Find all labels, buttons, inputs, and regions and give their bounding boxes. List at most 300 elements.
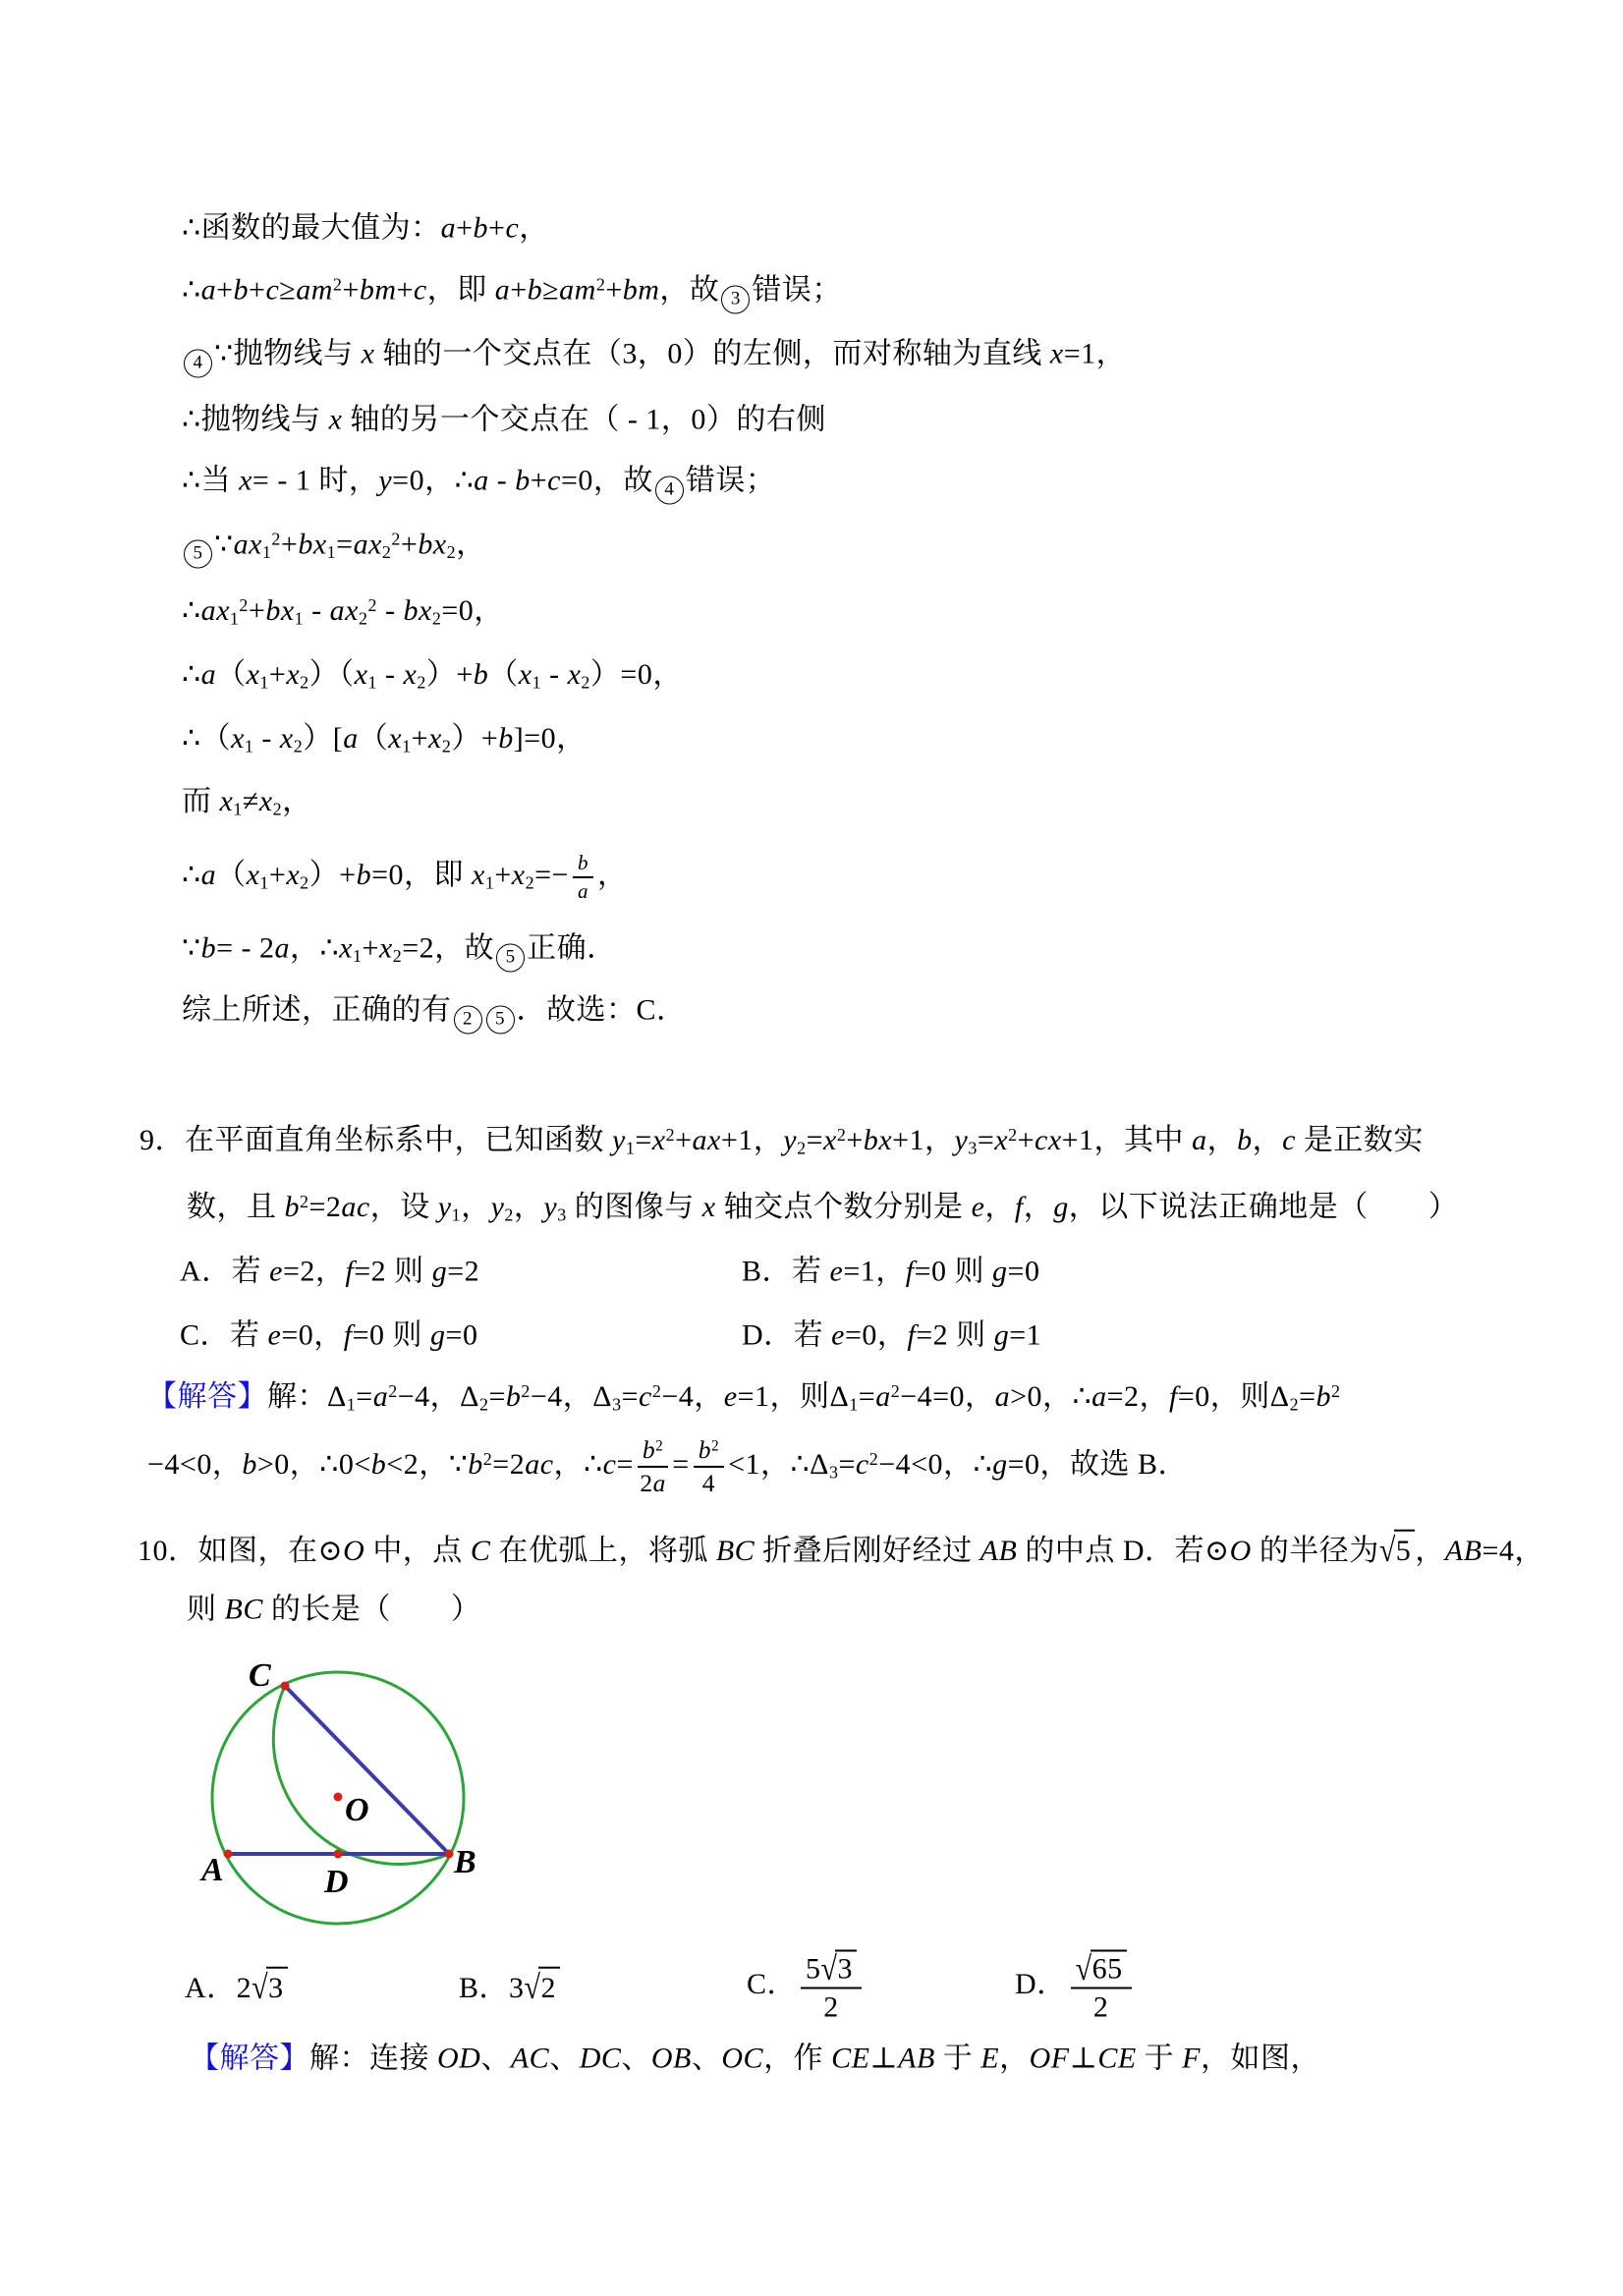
text-segment: c [547, 464, 561, 497]
circled-number: 5 [486, 1006, 515, 1035]
text-segment: x [246, 858, 260, 891]
fraction [1071, 1950, 1132, 2024]
text-segment: 2 [392, 946, 403, 966]
text-segment: x [354, 658, 368, 691]
text-segment: CE [1097, 2042, 1137, 2075]
q9-option-c [180, 1316, 477, 1354]
text-segment: + [400, 528, 419, 561]
text-segment: y [490, 1191, 505, 1223]
text-segment: ∴ [182, 594, 201, 627]
text-segment: AC [510, 2042, 550, 2075]
text-segment: ac [525, 1447, 554, 1481]
text-segment: OF [1029, 2042, 1070, 2075]
text-segment: cx [1035, 1124, 1062, 1156]
circled-number: 4 [655, 476, 684, 505]
text-segment: =4， [1482, 1534, 1544, 1567]
text-segment: = [356, 1380, 373, 1413]
text-segment: 则 [187, 1593, 225, 1626]
text-segment: 2 [271, 529, 281, 549]
text-segment: ax [329, 594, 359, 627]
sol8-line-12 [182, 930, 617, 973]
text-segment: （ [358, 722, 389, 755]
text-segment: + [280, 528, 299, 561]
text-segment: b [473, 658, 489, 691]
text-segment: g [430, 1318, 446, 1352]
text-segment: ，作 [763, 2042, 832, 2075]
text-segment: bx [418, 528, 447, 561]
text-segment: - [377, 658, 404, 691]
text-segment: + [456, 211, 474, 245]
text-segment: −4， [661, 1380, 724, 1413]
text-segment: ， [461, 1191, 491, 1223]
text-segment: 轴的另一个交点在（ - 1，0）的右侧 [342, 403, 826, 436]
text-segment: ∴ [182, 858, 201, 891]
text-segment: bm [359, 273, 397, 307]
text-segment: 2 [446, 542, 457, 562]
text-segment: c [639, 1380, 652, 1413]
text-segment: 2 [1008, 1125, 1018, 1145]
text-segment: ， [1252, 1124, 1283, 1156]
text-segment: ax [233, 528, 262, 561]
text-segment: 3 [612, 1394, 622, 1415]
text-segment: 2 [293, 736, 304, 756]
text-segment: AB [898, 2042, 935, 2075]
fraction [573, 852, 593, 903]
text-segment: A．若 [180, 1255, 270, 1288]
text-segment: 2 [504, 1204, 514, 1225]
text-segment: + [488, 211, 506, 245]
text-segment: 1 [261, 542, 272, 562]
point-B [445, 1850, 454, 1859]
folded-arc-BDC [273, 1686, 449, 1864]
text-segment: x [567, 658, 582, 691]
circled-number: 5 [184, 540, 212, 569]
text-segment: + [396, 273, 414, 307]
text-segment: b [200, 931, 217, 965]
text-segment: 2 [332, 274, 343, 295]
text-segment: = [635, 1124, 652, 1156]
point-A [224, 1850, 233, 1859]
text-segment: D． [1015, 1967, 1067, 2000]
text-segment: 2 [478, 1394, 489, 1415]
sol8-line-7 [182, 592, 504, 630]
text-segment: ∴函数的最大值为： [182, 211, 441, 245]
text-segment: >0，∴ [1010, 1380, 1092, 1413]
text-segment: b [473, 211, 489, 245]
text-segment: a [577, 879, 588, 903]
text-segment: 1 [229, 608, 240, 629]
text-segment: 1 [259, 672, 269, 693]
text-segment: 折叠后刚好经过 [755, 1534, 980, 1567]
text-segment: D．若 [742, 1318, 832, 1352]
text-segment: ，以下说法正确地是（ ） [1068, 1191, 1459, 1223]
text-segment: +1，其中 [1061, 1124, 1193, 1156]
radical: √3 [821, 1950, 857, 1986]
text-segment: BC [224, 1593, 263, 1626]
text-segment: ，∴ [553, 1447, 603, 1481]
text-segment: = [858, 1380, 876, 1413]
text-segment: 2 [367, 595, 377, 615]
text-segment: BC [715, 1534, 756, 1567]
text-segment: （ [216, 658, 247, 691]
text-segment: + [675, 1124, 693, 1156]
q10-stem-line-1 [138, 1530, 1544, 1570]
text-segment: a [200, 858, 217, 891]
text-segment: b [284, 1191, 300, 1223]
text-segment: x [403, 658, 418, 691]
text-segment: −4=0， [900, 1380, 995, 1413]
text-segment: bm [622, 273, 660, 307]
text-segment: f [343, 1318, 353, 1352]
text-segment: 1 [849, 1394, 859, 1415]
text-segment: - [377, 594, 404, 627]
text-segment: = - 1 时， [252, 464, 379, 497]
text-segment: a [652, 1469, 666, 1497]
text-segment: O [1229, 1534, 1252, 1567]
text-segment: x [279, 722, 294, 755]
label-C: C [249, 1657, 271, 1694]
text-segment: 是正数实 [1295, 1124, 1424, 1156]
text-segment: ， [596, 858, 628, 891]
text-segment: b [515, 464, 531, 497]
text-segment: ）[ [303, 722, 344, 755]
q10-option-c [747, 1950, 866, 2024]
text-segment: g [992, 1447, 1008, 1481]
text-segment: OB [650, 2042, 692, 2075]
text-segment: OD [437, 2042, 481, 2075]
q9-stem-line-1 [140, 1122, 1424, 1159]
sol8-line-2 [182, 272, 842, 314]
sol8-line-8 [182, 656, 683, 694]
text-segment: ，即 [426, 273, 495, 307]
text-segment: a [994, 1380, 1011, 1413]
text-segment: 3 [968, 1138, 978, 1158]
label-A: A [201, 1852, 224, 1888]
text-segment: C [470, 1534, 491, 1567]
text-segment: b [498, 722, 514, 755]
text-segment: y [378, 464, 393, 497]
fraction [801, 1950, 862, 2024]
text-segment: C．若 [180, 1318, 268, 1352]
text-segment: O [343, 1534, 365, 1567]
text-segment: 2 [651, 1381, 662, 1401]
text-segment: b [242, 1447, 257, 1481]
text-segment: x [511, 858, 526, 891]
text-segment: =0 则 [914, 1255, 993, 1288]
text-segment: =2， [1106, 1380, 1169, 1413]
text-segment: 2 [595, 274, 606, 295]
text-segment: 解：连接 [309, 2042, 437, 2075]
text-segment: b [505, 1380, 522, 1413]
text-segment: ）+ [451, 722, 499, 755]
text-segment: =0，故选 B． [1007, 1447, 1189, 1481]
text-segment: x [258, 785, 273, 817]
text-segment: −4，Δ [530, 1380, 613, 1413]
q9-answer-line-1 [147, 1378, 1340, 1416]
text-segment: AB [1444, 1534, 1483, 1567]
text-segment: 的图像与 [566, 1191, 702, 1223]
text-segment: =2 [492, 1447, 526, 1481]
text-segment: = [616, 1447, 634, 1481]
text-segment: 数，且 [187, 1191, 285, 1223]
text-segment: 的中点 D．若⊙ [1017, 1534, 1230, 1567]
text-segment: 而 [182, 785, 220, 817]
text-segment: 3 [828, 1462, 839, 1483]
text-segment: 综上所述，正确的有 [182, 993, 452, 1027]
text-segment: 、 [480, 2042, 511, 2075]
text-segment: 2 [797, 1138, 807, 1158]
text-segment: + [268, 658, 287, 691]
text-segment: x [388, 722, 403, 755]
text-segment: A．2 [185, 1971, 252, 2004]
text-segment: a [494, 273, 511, 307]
text-segment: f [345, 1255, 355, 1288]
q10-option-d [1015, 1950, 1136, 2024]
text-segment: = [621, 1380, 639, 1413]
text-segment: 10．如图，在⊙ [138, 1534, 344, 1567]
text-segment: 1 [367, 672, 377, 693]
q9-answer-line-2 [147, 1436, 1188, 1497]
text-segment: b [527, 273, 543, 307]
text-segment: g [431, 1255, 448, 1288]
text-segment: =2 则 [916, 1318, 994, 1352]
text-segment: 2 [1330, 1381, 1341, 1401]
text-segment: x [472, 858, 485, 891]
text-segment: 的半径为 [1251, 1534, 1379, 1567]
text-segment: a [875, 1380, 891, 1413]
text-segment: ， [456, 528, 486, 561]
text-segment: y [783, 1124, 798, 1156]
text-segment: x [1049, 337, 1064, 370]
text-segment: ，∴ [290, 931, 340, 965]
text-segment: = [838, 1447, 856, 1481]
text-segment: >0，∴0< [256, 1447, 371, 1481]
text-segment: e [267, 1318, 282, 1352]
text-segment: =0，则Δ [1177, 1380, 1290, 1413]
text-segment: 2 [239, 595, 249, 615]
text-segment: ， [1023, 1191, 1054, 1223]
sol8-line-5 [182, 463, 775, 505]
text-segment: 1 [402, 736, 412, 756]
text-segment: 的长是（ ） [262, 1593, 481, 1626]
text-segment: ∵ [214, 528, 234, 561]
text-segment: c [505, 211, 520, 245]
text-segment: ， [999, 2042, 1030, 2075]
text-segment: 1 [244, 736, 254, 756]
text-segment: ax [692, 1124, 721, 1156]
text-segment: + [530, 464, 548, 497]
text-segment: bx [265, 594, 295, 627]
text-segment: ]=0， [513, 722, 587, 755]
text-segment: + [249, 273, 266, 307]
text-segment: 2 [836, 1125, 847, 1145]
text-segment: x [378, 931, 393, 965]
text-segment: ∵抛物线与 [214, 337, 362, 370]
circled-number: 5 [496, 944, 525, 973]
sol8-line-4 [182, 401, 826, 438]
text-segment: e [829, 1255, 844, 1288]
text-segment: 2 [300, 872, 309, 893]
text-segment: （ [216, 858, 247, 891]
text-segment: = [488, 1380, 506, 1413]
text-segment: 5 [806, 1952, 821, 1986]
radical: √65 [1076, 1950, 1127, 1986]
text-segment: ， [519, 211, 549, 245]
text-segment: c [855, 1447, 869, 1481]
text-segment: 于 [1136, 2042, 1183, 2075]
text-segment: =0， [281, 1318, 344, 1352]
text-segment: b [356, 858, 372, 891]
text-segment: E [980, 2042, 1000, 2075]
text-segment: 2 [581, 672, 590, 693]
sol8-line-3 [182, 336, 1126, 378]
text-segment: b [1237, 1124, 1253, 1156]
text-segment: 轴的一个交点在（3，0）的左侧，而对称轴为直线 [374, 337, 1050, 370]
text-segment: B．若 [742, 1255, 830, 1288]
text-segment: 解：Δ [267, 1380, 347, 1413]
point-C [281, 1682, 290, 1691]
text-segment: 【解答】 [190, 2042, 309, 2075]
text-segment: =0 则 [352, 1318, 431, 1352]
text-segment: =2 则 [354, 1255, 432, 1288]
text-segment: f [907, 1318, 917, 1352]
q9-option-a [180, 1253, 479, 1290]
text-segment: x [231, 722, 245, 755]
text-segment: ax [200, 594, 230, 627]
text-segment: a [372, 1380, 389, 1413]
text-segment: bx [403, 594, 432, 627]
text-segment: 1 [294, 608, 305, 629]
text-segment: =1 [1009, 1318, 1042, 1352]
text-segment: F [1182, 2042, 1201, 2075]
text-segment: 1 [259, 872, 269, 893]
fraction [638, 1436, 668, 1497]
text-segment: f [1014, 1191, 1024, 1223]
text-segment: c [413, 273, 427, 307]
text-segment: ≠ [242, 785, 259, 817]
sol8-line-11 [182, 852, 627, 903]
text-segment: 3 [557, 1204, 567, 1225]
text-segment: a [200, 273, 217, 307]
text-segment: =0，故 [560, 464, 653, 497]
text-segment: 2 [655, 1437, 664, 1455]
q10-stem-line-2 [187, 1591, 480, 1628]
text-segment: 1 [352, 946, 363, 966]
text-segment: =2 [447, 1255, 480, 1288]
text-segment: x [339, 931, 353, 965]
text-segment: x [286, 658, 301, 691]
text-segment: + [248, 594, 266, 627]
text-segment: 2 [665, 1125, 676, 1145]
text-segment: c [1282, 1124, 1296, 1156]
radical: √5 [1379, 1530, 1415, 1570]
text-segment: 2 [525, 872, 535, 893]
text-segment: =2，故 [402, 931, 495, 965]
text-segment: e [831, 1318, 845, 1352]
text-segment: =0 [445, 1318, 478, 1352]
text-segment: e [971, 1191, 985, 1223]
text-segment: ∴ [182, 273, 201, 307]
text-segment: +1， [720, 1124, 784, 1156]
text-segment: = - 2 [216, 931, 275, 965]
text-segment: +1， [892, 1124, 955, 1156]
text-segment: =0 [1007, 1255, 1040, 1288]
text-segment: ax [353, 528, 382, 561]
text-segment: am [559, 273, 596, 307]
text-segment: + [494, 858, 512, 891]
text-segment: a [1192, 1124, 1207, 1156]
text-segment: 2 [441, 736, 452, 756]
text-segment: ⊥ [1069, 2042, 1098, 2075]
text-segment: 2 [391, 529, 401, 549]
text-segment: + [846, 1124, 864, 1156]
q10-answer-line-1 [190, 2040, 1320, 2077]
text-segment: ∵ [182, 931, 201, 965]
text-segment: 9．在平面直角坐标系中，已知函数 [140, 1124, 612, 1156]
circled-number: 3 [721, 286, 750, 314]
point-D [334, 1850, 343, 1859]
text-segment: 错误； [685, 464, 776, 497]
text-segment: 、 [621, 2042, 651, 2075]
text-segment: ）（ [308, 658, 355, 691]
text-segment: =1， [1063, 337, 1127, 370]
text-segment: 2 [868, 1448, 879, 1469]
text-segment: 1 [532, 672, 542, 693]
text-segment: 1 [326, 542, 337, 562]
text-segment: =1，则Δ [737, 1380, 850, 1413]
text-segment: −4<0， [147, 1447, 243, 1481]
text-segment: x [246, 658, 260, 691]
center-O [334, 1793, 343, 1802]
label-D: D [324, 1864, 349, 1900]
text-segment: 1 [451, 1204, 462, 1225]
text-segment: <1，∴Δ [728, 1447, 829, 1481]
text-segment: ．故选：C． [516, 993, 687, 1027]
text-segment: x [286, 858, 301, 891]
text-segment: 于 [934, 2042, 981, 2075]
text-segment: ， [1415, 1534, 1445, 1567]
text-segment: ∴抛物线与 [182, 403, 329, 436]
text-segment: ）=0， [589, 658, 683, 691]
text-segment: f [1169, 1380, 1178, 1413]
text-segment: =0，即 [371, 858, 473, 891]
text-segment: ，故 [659, 273, 720, 307]
circled-number: 4 [184, 350, 212, 378]
text-segment: ∴ [182, 658, 201, 691]
text-segment: = [977, 1124, 995, 1156]
text-segment: x [518, 658, 532, 691]
text-segment: - [488, 464, 516, 497]
text-segment: 、 [691, 2042, 722, 2075]
text-segment: x [361, 337, 375, 370]
text-segment: 2 [710, 1437, 720, 1455]
text-segment: DC [579, 2042, 622, 2075]
text-segment: a [274, 931, 291, 965]
text-segment: CE [831, 2042, 870, 2075]
q10-option-a [185, 1967, 288, 2007]
text-segment: c [602, 1447, 617, 1481]
text-segment: ac [341, 1191, 370, 1223]
text-segment: （ [488, 658, 519, 691]
text-segment: 1 [233, 799, 243, 819]
text-segment: bx [298, 528, 327, 561]
text-segment: - [541, 658, 568, 691]
text-segment: ， [513, 1191, 544, 1223]
text-segment: b [1315, 1380, 1331, 1413]
text-segment: 2 [388, 1381, 398, 1401]
text-segment: b [577, 850, 588, 874]
text-segment: =0， [845, 1318, 908, 1352]
